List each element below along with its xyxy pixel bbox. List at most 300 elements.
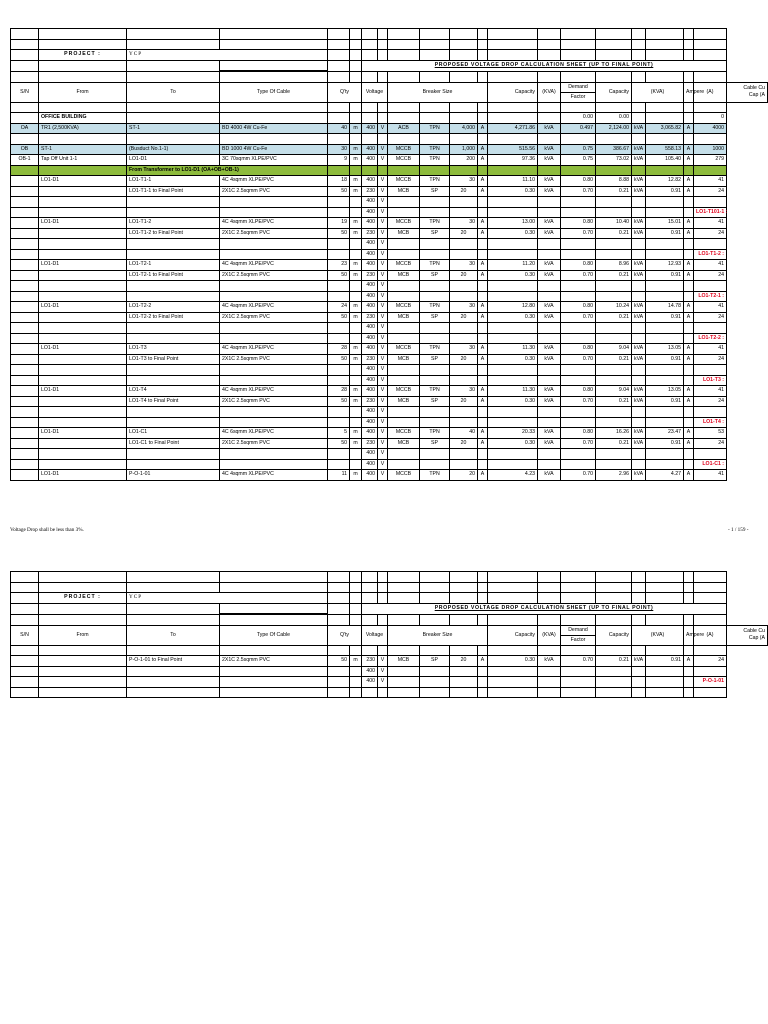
empty-cell [127, 645, 220, 656]
empty-cell [478, 29, 488, 40]
empty-cell [388, 677, 420, 688]
empty-cell [561, 29, 596, 40]
circuit-tag: LO1-C1 : [694, 459, 727, 470]
empty-cell [39, 582, 127, 593]
empty-cell [450, 593, 478, 604]
breaker-size-cell: 20 [450, 470, 478, 481]
empty-cell [561, 291, 596, 302]
empty-cell [561, 375, 596, 386]
breaker-size-cell: 20 [450, 438, 478, 449]
cable-capacity-cell: 24 [694, 438, 727, 449]
empty-cell [39, 60, 127, 71]
voltage-unit-cell: V [378, 438, 388, 449]
empty-cell [220, 249, 328, 260]
empty-cell [127, 572, 220, 583]
qty-unit-cell: m [350, 344, 362, 355]
breaker-pole-cell: SP [420, 186, 450, 197]
empty-cell [478, 593, 488, 604]
voltage-unit-cell: V [378, 239, 388, 250]
empty-cell [694, 593, 727, 604]
empty-cell [362, 645, 378, 656]
qty-cell: 28 [328, 344, 350, 355]
empty-cell [561, 323, 596, 334]
empty-cell [538, 281, 561, 292]
empty-row [11, 134, 768, 145]
empty-cell [478, 449, 488, 460]
breaker-unit-cell: A [478, 228, 488, 239]
voltage-cell: 400 [362, 428, 378, 439]
empty-cell [328, 333, 350, 344]
empty-cell [538, 291, 561, 302]
qty-cell: 24 [328, 302, 350, 313]
empty-cell [646, 323, 684, 334]
empty-cell [596, 365, 632, 376]
empty-cell [684, 207, 694, 218]
capacity-2-unit-cell: kVA [632, 302, 646, 313]
empty-cell [561, 666, 596, 677]
empty-cell [632, 281, 646, 292]
breaker-unit-cell: A [478, 656, 488, 667]
empty-cell [561, 365, 596, 376]
voltage-cell: 400 [362, 155, 378, 166]
empty-cell [694, 165, 727, 176]
from-cell: LO1-D1 [39, 260, 127, 271]
empty-cell [450, 29, 478, 40]
empty-cell [39, 102, 127, 113]
empty-cell [694, 614, 727, 625]
empty-cell [362, 572, 378, 583]
title-row [11, 603, 768, 614]
empty-cell [220, 29, 328, 40]
qty-cell: 50 [328, 396, 350, 407]
empty-cell [646, 365, 684, 376]
empty-cell [646, 417, 684, 428]
empty-cell [220, 207, 328, 218]
demand-factor-cell: 0.80 [561, 260, 596, 271]
empty-cell [632, 645, 646, 656]
empty-cell [646, 572, 684, 583]
empty-row [11, 572, 768, 583]
voltage-check-row [11, 333, 768, 344]
empty-cell [388, 572, 420, 583]
demand-factor-cell: 0.70 [561, 228, 596, 239]
qty-unit-cell: m [350, 438, 362, 449]
breaker-unit-cell: A [478, 270, 488, 281]
circuit-tag: LO1-T4 : [694, 417, 727, 428]
breaker-pole-cell: SP [420, 312, 450, 323]
empty-cell [11, 677, 39, 688]
voltage-cell: 230 [362, 396, 378, 407]
empty-cell [538, 582, 561, 593]
sn-cell [11, 312, 39, 323]
final-point-row [11, 312, 768, 323]
empty-cell [220, 281, 328, 292]
empty-cell [127, 29, 220, 40]
empty-cell [420, 71, 450, 82]
breaker-type-cell: MCCB [388, 144, 420, 155]
empty-cell [632, 459, 646, 470]
empty-cell [328, 239, 350, 250]
empty-cell [378, 614, 388, 625]
circuit-row [11, 428, 768, 439]
demand-factor-cell: 0.70 [561, 656, 596, 667]
empty-cell [632, 113, 646, 124]
empty-cell [350, 207, 362, 218]
capacity-unit-cell: kVA [538, 354, 561, 365]
qty-cell: 28 [328, 386, 350, 397]
empty-cell [488, 365, 538, 376]
capacity-2-cell: 0.21 [596, 656, 632, 667]
empty-cell [561, 677, 596, 688]
empty-cell [646, 39, 684, 50]
voltage-cell: 400 [362, 176, 378, 187]
empty-cell [646, 677, 684, 688]
capacity-2-unit-cell: kVA [632, 176, 646, 187]
empty-cell [11, 291, 39, 302]
empty-cell [388, 417, 420, 428]
empty-cell [538, 50, 561, 61]
empty-cell [478, 197, 488, 208]
voltage-cell: 400 [362, 197, 378, 208]
capacity-2-unit-cell: kVA [632, 656, 646, 667]
cable-capacity-cell: 41 [694, 386, 727, 397]
breaker-size-cell: 20 [450, 312, 478, 323]
capacity-2-cell: 0.21 [596, 438, 632, 449]
empty-cell [127, 459, 220, 470]
empty-cell [328, 449, 350, 460]
circuit-tag: LO1-T2-1 : [694, 291, 727, 302]
voltage-unit-cell: V [378, 176, 388, 187]
empty-cell [388, 645, 420, 656]
breaker-type-cell: MCCB [388, 470, 420, 481]
empty-cell [350, 29, 362, 40]
empty-cell [420, 582, 450, 593]
demand-factor-cell: 0.70 [561, 354, 596, 365]
voltage-check-row [11, 407, 768, 418]
breaker-unit-cell: A [478, 218, 488, 229]
cable-type-cell: 2X1C 2.5sqmm PVC [220, 270, 328, 281]
empty-cell [39, 375, 127, 386]
to-cell: LO1-C1 [127, 428, 220, 439]
voltage-cell: 400 [362, 449, 378, 460]
cable-type-cell: 4C 4sqmm XLPE/PVC [220, 386, 328, 397]
empty-cell [420, 207, 450, 218]
empty-cell [39, 165, 127, 176]
breaker-pole-cell: TPN [420, 302, 450, 313]
empty-cell [596, 207, 632, 218]
empty-cell [538, 323, 561, 334]
empty-cell [220, 323, 328, 334]
ampere-cell: 4.27 [646, 470, 684, 481]
empty-cell [11, 407, 39, 418]
cable-type-cell: 2X1C 2.5sqmm PVC [220, 312, 328, 323]
cable-type-cell: BD 4000 4W Cu-Fe [220, 123, 328, 134]
voltage-check-row [11, 207, 768, 218]
breaker-unit-cell: A [478, 260, 488, 271]
empty-cell [420, 417, 450, 428]
cable-type-cell: BD 1000 4W Cu-Fe [220, 144, 328, 155]
sheet-page-1 [10, 28, 768, 481]
empty-cell [596, 582, 632, 593]
empty-cell [362, 71, 378, 82]
capacity-unit-cell: kVA [538, 218, 561, 229]
breaker-type-cell: MCB [388, 438, 420, 449]
capacity-2-cell: 0.21 [596, 228, 632, 239]
capacity-2-cell: 386.67 [596, 144, 632, 155]
empty-cell [632, 249, 646, 260]
qty-cell: 50 [328, 270, 350, 281]
from-cell: LO1-D1 [39, 344, 127, 355]
empty-cell [350, 687, 362, 698]
sn-cell [11, 218, 39, 229]
empty-cell [220, 39, 328, 50]
header-to: To [127, 82, 220, 102]
empty-cell [694, 71, 727, 82]
empty-cell [39, 281, 127, 292]
qty-unit-cell: m [350, 270, 362, 281]
breaker-size-cell: 30 [450, 176, 478, 187]
empty-cell [378, 645, 388, 656]
capacity-cell: 515.56 [488, 144, 538, 155]
breaker-size-cell: 20 [450, 270, 478, 281]
empty-cell [684, 239, 694, 250]
qty-unit-cell: m [350, 302, 362, 313]
empty-cell [220, 60, 328, 71]
qty-unit-cell: m [350, 260, 362, 271]
empty-cell [538, 687, 561, 698]
empty-cell [646, 666, 684, 677]
circuit-tag: LO1-T3 : [694, 375, 727, 386]
header-capacity-2: Capacity [596, 625, 632, 645]
empty-cell [538, 249, 561, 260]
ampere-cell: 0.91 [646, 312, 684, 323]
capacity-cell: 0.30 [488, 396, 538, 407]
sn-cell [11, 438, 39, 449]
empty-cell [362, 113, 378, 124]
voltage-unit-cell: V [378, 677, 388, 688]
breaker-pole-cell: SP [420, 270, 450, 281]
ampere-unit-cell: A [684, 428, 694, 439]
empty-cell [420, 165, 450, 176]
empty-cell [450, 71, 478, 82]
ampere-cell: 0.91 [646, 354, 684, 365]
voltage-cell: 400 [362, 207, 378, 218]
empty-cell [488, 333, 538, 344]
capacity-2-cell [596, 134, 632, 145]
empty-cell [350, 614, 362, 625]
sn-cell [11, 386, 39, 397]
empty-cell [694, 572, 727, 583]
ampere-unit-cell: A [684, 302, 694, 313]
empty-cell [220, 365, 328, 376]
capacity-unit-cell: kVA [538, 270, 561, 281]
empty-cell [127, 197, 220, 208]
cable-capacity-cell: 279 [694, 155, 727, 166]
empty-cell [220, 603, 328, 614]
empty-cell [561, 449, 596, 460]
empty-cell [561, 165, 596, 176]
empty-cell [488, 677, 538, 688]
breaker-size-cell: 30 [450, 344, 478, 355]
empty-cell [328, 687, 350, 698]
empty-cell [350, 407, 362, 418]
empty-cell [328, 614, 350, 625]
empty-cell [378, 687, 388, 698]
capacity-2-cell: 0.21 [596, 396, 632, 407]
ampere-cell: 0.91 [646, 438, 684, 449]
voltage-unit-cell: V [378, 144, 388, 155]
header-breaker: Breaker Size [388, 82, 488, 102]
empty-cell [420, 29, 450, 40]
empty-cell [596, 375, 632, 386]
empty-cell [11, 365, 39, 376]
voltage-check-row [11, 417, 768, 428]
from-cell: LO1-D1 [39, 428, 127, 439]
empty-cell [632, 197, 646, 208]
from-cell: LO1-D1 [39, 176, 127, 187]
breaker-pole-cell: TPN [420, 470, 450, 481]
cable-capacity-cell: 4000 [694, 123, 727, 134]
empty-cell [538, 333, 561, 344]
empty-cell [488, 102, 538, 113]
header-factor: Factor [561, 92, 596, 102]
voltage-unit-cell: V [378, 365, 388, 376]
capacity-2-unit-cell: kVA [632, 123, 646, 134]
empty-cell [420, 39, 450, 50]
empty-cell [646, 71, 684, 82]
empty-cell [596, 197, 632, 208]
qty-cell: 50 [328, 186, 350, 197]
breaker-pole-cell: TPN [420, 344, 450, 355]
capacity-unit-cell: kVA [538, 438, 561, 449]
qty-cell: 50 [328, 438, 350, 449]
empty-cell [538, 449, 561, 460]
project-label: PROJECT : [39, 50, 127, 61]
breaker-size-cell: 4,000 [450, 123, 478, 134]
sn-cell [11, 428, 39, 439]
empty-cell [11, 459, 39, 470]
empty-cell [350, 39, 362, 50]
capacity-2-cell: 2.96 [596, 470, 632, 481]
from-cell: TR1 (2,500KVA) [39, 123, 127, 134]
breaker-pole-cell: TPN [420, 386, 450, 397]
empty-cell [350, 197, 362, 208]
empty-cell [11, 582, 39, 593]
empty-cell [561, 249, 596, 260]
empty-cell [362, 593, 378, 604]
empty-cell [39, 459, 127, 470]
voltage-cell: 400 [362, 123, 378, 134]
capacity-2-cell: 2,124.00 [596, 123, 632, 134]
capacity-2-unit-cell: kVA [632, 260, 646, 271]
cable-capacity-cell: 1000 [694, 144, 727, 155]
empty-cell [220, 572, 328, 583]
ampere-unit-cell: A [684, 186, 694, 197]
breaker-size-cell: 20 [450, 396, 478, 407]
breaker-type-cell: MCCB [388, 428, 420, 439]
empty-cell [127, 603, 220, 614]
breaker-size-cell: 20 [450, 656, 478, 667]
demand-factor-cell: 0.80 [561, 302, 596, 313]
ampere-unit-cell: A [684, 155, 694, 166]
empty-cell [388, 50, 420, 61]
empty-cell [350, 593, 362, 604]
capacity-unit-cell: kVA [538, 386, 561, 397]
voltage-cell: 230 [362, 354, 378, 365]
empty-cell [596, 677, 632, 688]
empty-cell [450, 207, 478, 218]
empty-cell [632, 323, 646, 334]
voltage-unit-cell: V [378, 123, 388, 134]
empty-cell [646, 407, 684, 418]
from-cell [39, 354, 127, 365]
to-cell: LO1-C1 to Final Point [127, 438, 220, 449]
capacity-2-cell: 8.88 [596, 176, 632, 187]
empty-cell [684, 50, 694, 61]
empty-cell [488, 239, 538, 250]
empty-cell [488, 207, 538, 218]
ampere-cell: 13.05 [646, 344, 684, 355]
empty-cell [388, 407, 420, 418]
demand-factor-cell: 0.00 [561, 113, 596, 124]
capacity-2-unit-cell: kVA [632, 228, 646, 239]
circuit-row [11, 260, 768, 271]
empty-cell [350, 333, 362, 344]
empty-row [11, 614, 768, 625]
empty-cell [362, 165, 378, 176]
empty-cell [328, 165, 350, 176]
ampere-cell: 15.01 [646, 218, 684, 229]
capacity-cell [488, 134, 538, 145]
empty-cell [350, 249, 362, 260]
sheet-page-2 [10, 571, 768, 698]
from-cell [39, 270, 127, 281]
empty-cell [646, 593, 684, 604]
empty-cell [684, 323, 694, 334]
empty-cell [420, 113, 450, 124]
voltage-cell: 400 [362, 291, 378, 302]
voltage-check-row [11, 677, 768, 688]
voltage-cell: 400 [362, 666, 378, 677]
from-cell: LO1-D1 [39, 302, 127, 313]
empty-cell [488, 375, 538, 386]
empty-cell [220, 197, 328, 208]
header-demand: Demand [561, 625, 596, 635]
empty-cell [420, 645, 450, 656]
empty-cell [478, 50, 488, 61]
empty-cell [11, 593, 39, 604]
from-cell [39, 656, 127, 667]
cable-type-cell [220, 134, 328, 145]
empty-cell [420, 323, 450, 334]
ampere-unit-cell: A [684, 438, 694, 449]
to-cell [127, 134, 220, 145]
empty-cell [39, 365, 127, 376]
empty-cell [450, 50, 478, 61]
empty-cell [596, 459, 632, 470]
qty-cell: 9 [328, 155, 350, 166]
qty-unit-cell: m [350, 396, 362, 407]
column-header-row [11, 82, 768, 92]
empty-cell [328, 291, 350, 302]
sn-cell [11, 134, 39, 145]
empty-cell [350, 71, 362, 82]
voltage-check-row [11, 281, 768, 292]
breaker-pole-cell: SP [420, 396, 450, 407]
empty-cell [561, 459, 596, 470]
empty-cell [684, 333, 694, 344]
cable-type-cell: 2X1C 2.5sqmm PVC [220, 656, 328, 667]
